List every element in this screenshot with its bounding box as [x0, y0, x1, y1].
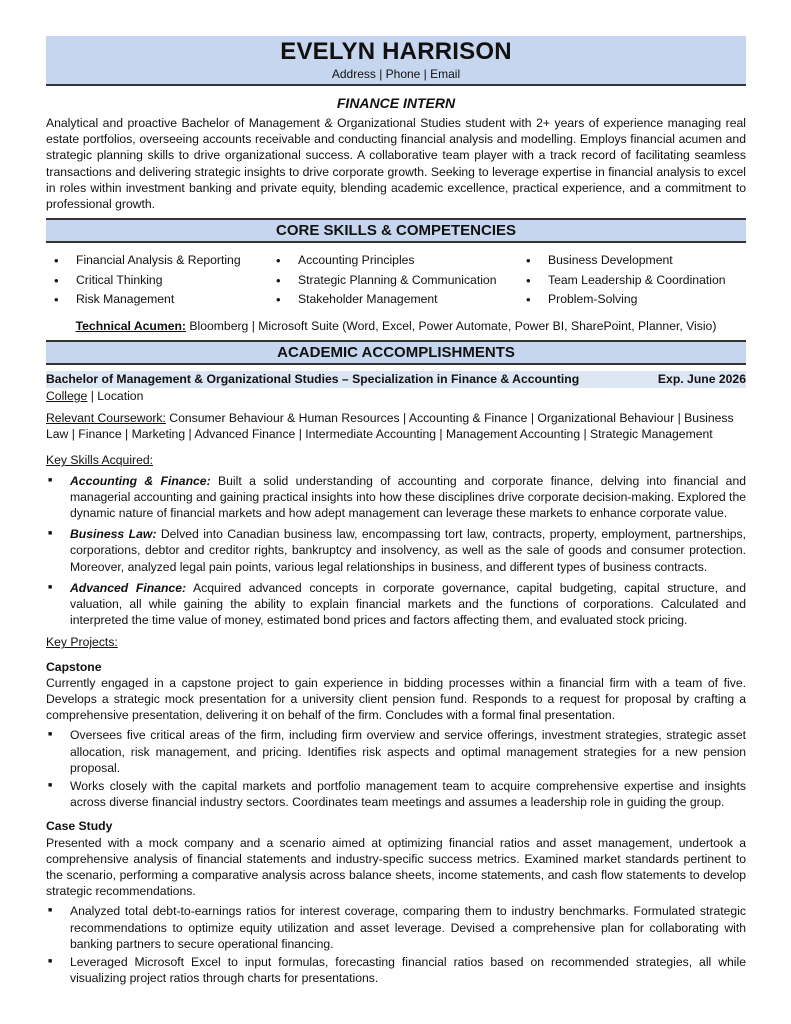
skill-item: • Stakeholder Management — [268, 290, 518, 310]
skill-item: • Business Development — [518, 251, 746, 271]
degree-date: Exp. June 2026 — [657, 372, 746, 386]
key-skill-title: Accounting & Finance: — [70, 473, 211, 488]
college-location: | Location — [87, 389, 144, 403]
skill-item: • Financial Analysis & Reporting — [46, 251, 268, 271]
degree-row — [46, 371, 746, 388]
resume-page — [46, 36, 746, 989]
skills-column-2 — [268, 251, 518, 310]
technical-acumen-value: Bloomberg | Microsoft Suite (Word, Excel, Power Automate, Power BI, SharePoint, Planner, Visio) — [185, 319, 717, 333]
academic-heading: ACADEMIC ACCOMPLISHMENTS — [46, 340, 746, 365]
college-name: College — [46, 389, 88, 403]
contact-line: Address | Phone | Email — [331, 67, 461, 81]
list-item — [46, 526, 746, 575]
list-item: ■ Oversees five critical areas of the firm, including firm overview and service offerings, investment strategies, strategic asset allocation, risk management, and pricing. Identifies risk aspects and optimal management strategies for a new pension proposal. — [46, 727, 746, 776]
college-line — [46, 388, 746, 404]
skill-item: • Critical Thinking — [46, 271, 268, 291]
skill-item: • Risk Management — [46, 290, 268, 310]
coursework-label: Relevant Coursework: — [46, 411, 166, 425]
list-item — [46, 580, 746, 629]
candidate-name: EVELYN HARRISON — [280, 38, 512, 65]
skills-column-3 — [518, 251, 746, 310]
key-skill-title: Advanced Finance: — [70, 580, 187, 595]
project-description: Presented with a mock company and a scenario aimed at optimizing financial ratios and asset management, undertook a comprehensive analysis of financial statements and industry-specific success metrics. Examined market standards pertinent to the scenario, performing a comparative analysis across balance sheets, income statements, and cash flow statements to develop strategic recommendations. — [46, 835, 746, 899]
key-skills-label: Key Skills Acquired: — [46, 453, 154, 468]
project-bullets — [46, 903, 746, 986]
skill-item: • Strategic Planning & Communication — [268, 271, 518, 291]
list-item — [46, 473, 746, 522]
project-bullets — [46, 727, 746, 810]
target-role: FINANCE INTERN — [336, 95, 456, 111]
list-item: ■ Leveraged Microsoft Excel to input formulas, forecasting financial ratios based on recommended strategies, all while visualizing project ratios through charts for presentations. — [46, 954, 746, 986]
list-item: ■ Works closely with the capital markets and portfolio management team to acquire comprehensive expertise and insights across diverse financial industry sectors. Coordinates team meetings and assumes a leadership role in guiding the group. — [46, 778, 746, 810]
list-item: ■ Analyzed total debt-to-earnings ratios for interest coverage, comparing them to industry benchmarks. Formulated strategic recommendations to optimize equity utilization and asset leverage. Devised a comprehensive plan for collaborating with banking partners to secure operational financing. — [46, 903, 746, 952]
skills-column-1 — [46, 251, 268, 310]
coursework — [46, 410, 746, 442]
skill-item: • Problem-Solving — [518, 290, 746, 310]
key-skill-text: Acquired advanced concepts in corporate governance, capital budgeting, capital structure, and valuation, all while gaining the ability to explain financial markets and the functions of corporations. Calculated and interpreted the time value of money, estimated bond prices and factors affecting them, and evaluated stock pricing. — [70, 580, 746, 628]
key-skill-text: Built a solid understanding of accounting and corporate finance, delving into financial and managerial accounting and gaining practical insights into how these disciplines drive corporate decision-making. Explored the dynamic nature of financial markets and how adept management can leverage these markets to enhance corporate value. — [70, 473, 746, 521]
project-title: Capstone — [46, 659, 102, 674]
header-band — [46, 36, 746, 86]
skills-heading: CORE SKILLS & COMPETENCIES — [46, 218, 746, 243]
key-projects-label: Key Projects: — [46, 635, 118, 650]
technical-acumen — [46, 318, 746, 334]
key-skills-list — [46, 473, 746, 629]
skill-item: • Accounting Principles — [268, 251, 518, 271]
key-skill-text: Delved into Canadian business law, encompassing tort law, contracts, property, employment, partnerships, corporations, debtor and creditor rights, bankruptcy and insolvency, as well as the sale of goods and consumer protection. Moreover, analyzed legal pain points, various legal relationships in business, and different types of business contracts. — [70, 527, 746, 574]
skill-item: • Team Leadership & Coordination — [518, 271, 746, 291]
skills-grid — [46, 251, 746, 310]
project-description: Currently engaged in a capstone project to gain experience in bidding processes within a financial firm with a team of five. Develops a strategic mock presentation for a university client pension fund. Responds to a request for proposal by crafting a comprehensive presentation, delivering it on behalf of the firm. Concludes with a formal final presentation. — [46, 675, 746, 723]
summary-paragraph: Analytical and proactive Bachelor of Management & Organizational Studies student with 2+ years of experience managing real estate portfolios, overseeing accounts receivable and conducting financial analysis and modelling. Employs financial acumen and strategic planning skills to drive organizational success. A collaborative team player with a track record of facilitating seamless transactions and delivering strategic insights to drive corporate growth. Seeking to leverage expertise in financial analysis to excel in roles within investment banking and private equity, blending academic excellence, practical experience, and a commitment to professional growth. — [46, 116, 746, 212]
technical-acumen-label: Technical Acumen: — [75, 319, 186, 333]
key-skill-title: Business Law: — [70, 527, 157, 542]
degree-title: Bachelor of Management & Organizational Studies – Specialization in Finance & Accounting — [46, 372, 580, 386]
project-title: Case Study — [46, 819, 113, 834]
coursework-list: Consumer Behaviour & Human Resources | Accounting & Finance | Organizational Behaviour | Business Law | Finance | Marketing | Advanced Finance | Intermediate Accounting | Management Accounting | Strategic Management — [46, 411, 734, 442]
